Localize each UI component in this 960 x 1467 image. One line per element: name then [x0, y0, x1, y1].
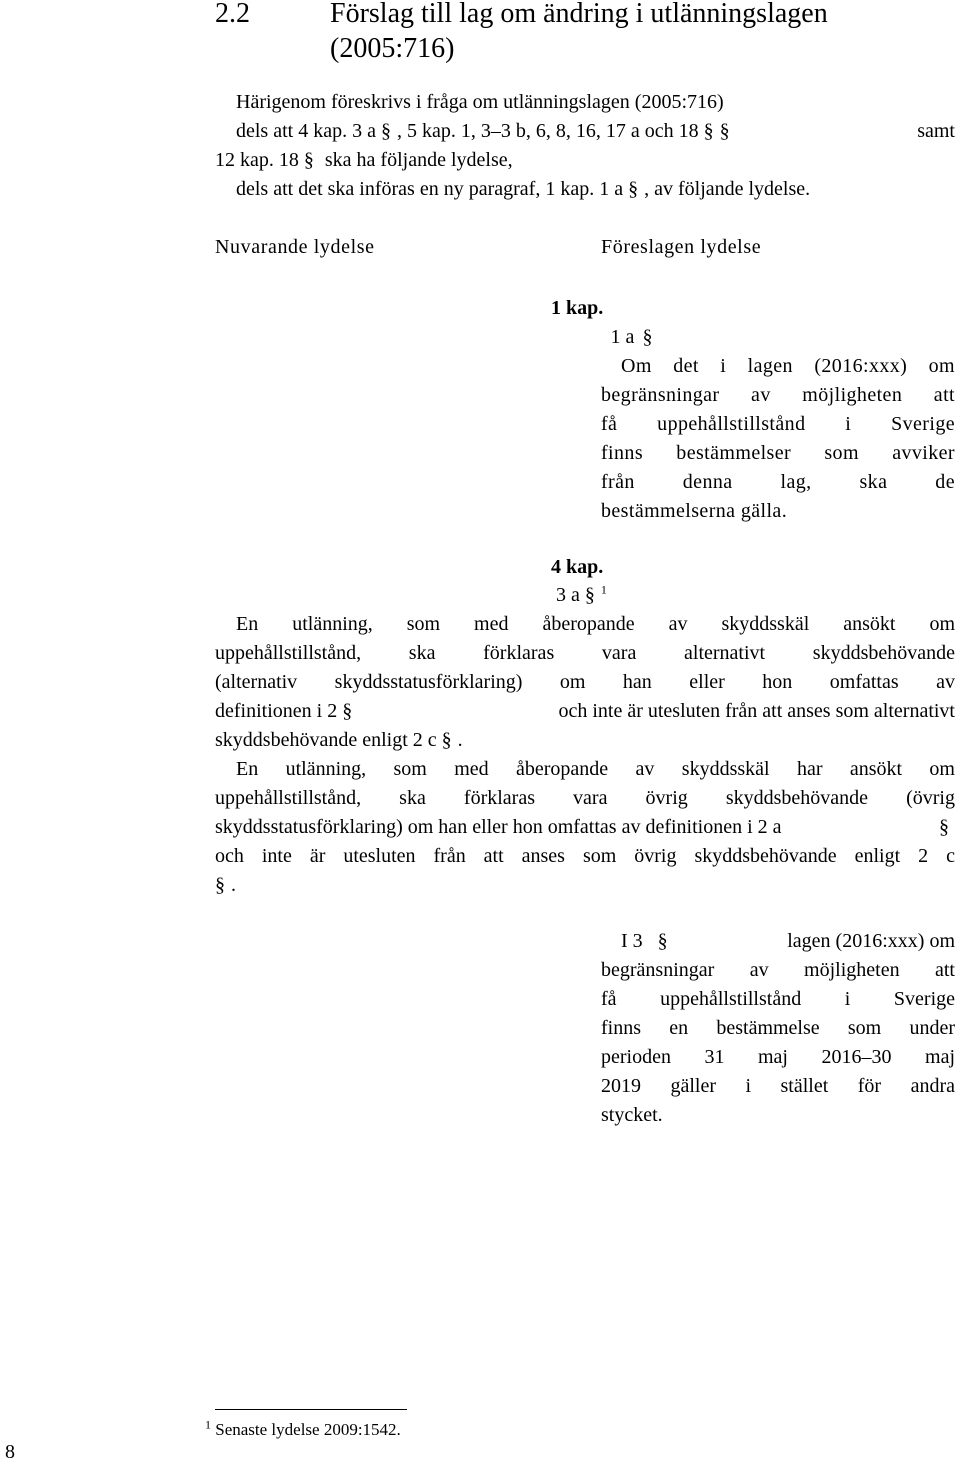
- text-line: I 3 § lagen (2016:xxx) om: [601, 927, 955, 956]
- text-line: finns bestämmelser som avviker: [601, 442, 955, 464]
- section-title-line2: (2005:716): [330, 33, 455, 64]
- text-line: perioden 31 maj 2016–30 maj: [601, 1046, 955, 1068]
- text-line: få uppehållstillstånd i Sverige: [601, 988, 955, 1010]
- paragraph-sign-icon: [304, 146, 320, 175]
- text-line: begränsningar av möjligheten att: [601, 384, 955, 406]
- text-line: En utlänning, som med åberopande av skyddsskäl ansökt om: [236, 613, 955, 635]
- text-line: Om det i lagen (2016:xxx) om: [621, 355, 955, 377]
- chapter1-label: 1 kap.: [551, 297, 604, 319]
- footnote: [205, 1419, 401, 1441]
- intro-line2: dels att 4 kap. 3 a § , 5 kap. 1, 3–3 b, 6, 8, 16, 17 a och 18 §§ samt: [236, 117, 955, 146]
- paragraph-sign-icon: [585, 581, 601, 610]
- section-title: Förslag till lag om ändring i utlänningslagen: [330, 0, 828, 29]
- footnote-separator: [215, 1409, 407, 1410]
- footnote-number: 1: [205, 1417, 211, 1432]
- paragraph-sign-icon: [704, 117, 720, 146]
- footnote-text: Senaste lydelse 2009:1542.: [215, 1420, 401, 1439]
- paragraph-sign-icon: [720, 117, 736, 146]
- text-line: En utlänning, som med åberopande av skyddsskäl har ansökt om: [236, 758, 955, 780]
- chapter1-text: [601, 352, 955, 526]
- text-line: definitionen i 2 § och inte är utesluten från att anses som alternativt: [215, 697, 955, 726]
- chapter4-paragraph1: [215, 610, 955, 755]
- paragraph-sign-icon: [939, 813, 955, 842]
- chapter1-paragraph-number: 1 a §: [601, 323, 665, 352]
- paragraph-sign-icon: [658, 927, 674, 956]
- text-line: skyddsstatusförklaring) om han eller hon omfattas av definitionen i 2 a §: [215, 813, 955, 842]
- proposed-wording-heading: Föreslagen lydelse: [601, 236, 762, 258]
- chapter4-paragraph-number: 3 a § $^1$: [556, 581, 607, 610]
- intro-line3: 12 kap. 18 § ska ha följande lydelse,: [215, 146, 513, 175]
- paragraph-sign-icon: [381, 117, 397, 146]
- text-line: (alternativ skyddsstatusförklaring) om han eller hon omfattas av: [215, 671, 955, 693]
- paragraph-sign-icon: [628, 175, 644, 204]
- text-line: från denna lag, ska de: [601, 471, 955, 493]
- chapter4-label: 4 kap.: [551, 556, 604, 578]
- text-line: 2019 gäller i stället för andra: [601, 1075, 955, 1097]
- footnote-ref: 1: [600, 582, 607, 597]
- paragraph-sign-icon: [215, 871, 231, 900]
- text-line: stycket.: [601, 1104, 663, 1126]
- current-wording-heading: Nuvarande lydelse: [215, 236, 375, 258]
- section-number: 2.2: [215, 0, 250, 29]
- paragraph-sign-icon: [442, 726, 458, 755]
- intro-line4: dels att det ska införas en ny paragraf, 1 kap. 1 a § , av följande lydelse.: [236, 175, 810, 204]
- chapter4-paragraph2: [215, 755, 955, 900]
- text-line: uppehållstillstånd, ska förklaras vara alternativt skyddsbehövande: [215, 642, 955, 664]
- text-line: finns en bestämmelse som under: [601, 1017, 955, 1039]
- paragraph-sign-icon: [639, 323, 655, 352]
- text-line: få uppehållstillstånd i Sverige: [601, 413, 955, 435]
- section-heading: [215, 0, 955, 31]
- text-line: begränsningar av möjligheten att: [601, 959, 955, 981]
- text-line: §.: [215, 871, 955, 900]
- text-line: skyddsbehövande enligt 2 c § .: [215, 726, 955, 755]
- intro-line1: Härigenom föreskrivs i fråga om utlänningslagen (2005:716): [236, 91, 724, 113]
- text-line: och inte är utesluten från att anses som övrig skyddsbehövande enligt 2 c: [215, 845, 955, 867]
- text-line: uppehållstillstånd, ska förklaras vara övrig skyddsbehövande (övrig: [215, 787, 955, 809]
- paragraph-sign-icon: [342, 697, 358, 726]
- chapter4-new-paragraph: [601, 927, 955, 1130]
- page-number: 8: [5, 1441, 15, 1463]
- text-line: bestämmelserna gälla.: [601, 500, 788, 522]
